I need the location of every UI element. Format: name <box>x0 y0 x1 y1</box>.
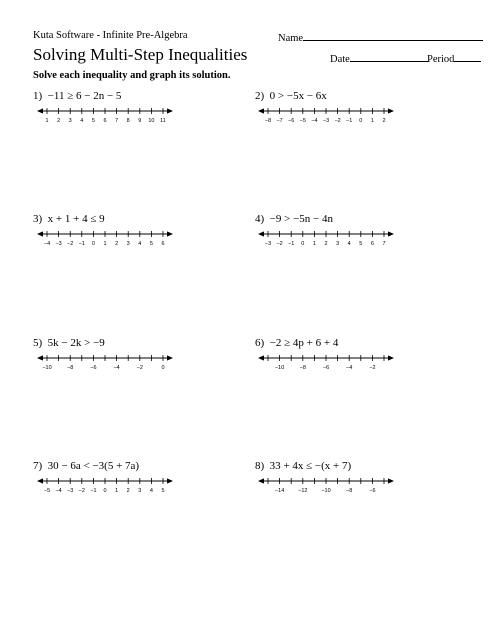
tick-label: −8 <box>299 365 306 371</box>
tick-label: 4 <box>149 488 153 494</box>
tick-label: 0 <box>91 241 95 247</box>
problem-1 <box>33 90 121 102</box>
tick-label: 3 <box>336 241 340 247</box>
problem-2 <box>255 90 327 102</box>
tick-label: 2 <box>57 118 61 124</box>
tick-label: −1 <box>346 118 353 124</box>
tick-label: −4 <box>346 365 353 371</box>
tick-label: −1 <box>78 241 85 247</box>
problem-number: 1) <box>33 90 43 102</box>
tick-label: −6 <box>322 365 330 371</box>
tick-label: 9 <box>138 118 142 124</box>
tick-label: 2 <box>115 241 119 247</box>
tick-label: 5 <box>91 118 95 124</box>
tick-label: 11 <box>160 118 166 124</box>
tick-label: 0 <box>301 241 305 247</box>
left-arrow-icon <box>37 108 43 113</box>
tick-label: 3 <box>138 488 142 494</box>
tick-label: 0 <box>103 488 107 494</box>
tick-label: 6 <box>161 241 165 247</box>
left-arrow-icon <box>258 478 264 483</box>
left-arrow-icon <box>37 355 43 360</box>
tick-label: −5 <box>43 488 51 494</box>
left-arrow-icon <box>258 108 264 113</box>
tick-label: −4 <box>43 241 51 247</box>
tick-label: −8 <box>67 365 74 371</box>
tick-label: −2 <box>369 365 376 371</box>
tick-label: 1 <box>370 118 374 124</box>
tick-label: −6 <box>369 488 376 494</box>
problem-expression: 0 > −5x − 6x <box>269 90 327 102</box>
problem-expression: 5k − 2k > −9 <box>47 337 105 349</box>
problem-number: 2) <box>255 90 265 102</box>
tick-label: 3 <box>68 118 72 124</box>
number-line <box>256 229 396 247</box>
name-label: Name <box>278 33 304 44</box>
problem-4 <box>255 213 333 225</box>
left-arrow-icon <box>258 231 264 236</box>
date-field[interactable] <box>330 51 428 65</box>
tick-label: 2 <box>382 118 386 124</box>
tick-label: −14 <box>274 488 285 494</box>
tick-label: −10 <box>42 365 52 371</box>
period-field[interactable] <box>427 51 481 65</box>
problem-5 <box>33 337 105 349</box>
number-line <box>256 106 396 124</box>
tick-label: −2 <box>78 488 85 494</box>
tick-label: −8 <box>346 488 353 494</box>
left-arrow-icon <box>37 231 43 236</box>
name-line <box>303 30 483 41</box>
tick-label: 4 <box>80 118 84 124</box>
problem-expression: −2 ≥ 4p + 6 + 4 <box>269 337 339 349</box>
tick-label: 5 <box>149 241 153 247</box>
tick-label: −2 <box>136 365 143 371</box>
problem-number: 8) <box>255 460 265 472</box>
tick-label: −1 <box>288 241 295 247</box>
number-line <box>35 476 175 494</box>
problem-8 <box>255 460 351 472</box>
problem-number: 6) <box>255 337 265 349</box>
right-arrow-icon <box>167 478 173 483</box>
tick-label: −7 <box>276 118 283 124</box>
left-arrow-icon <box>258 355 264 360</box>
problem-3 <box>33 213 105 225</box>
tick-label: −10 <box>321 488 331 494</box>
tick-label: 1 <box>103 241 107 247</box>
tick-label: −5 <box>299 118 306 124</box>
tick-label: −2 <box>334 118 341 124</box>
tick-label: −3 <box>264 241 272 247</box>
tick-label: 6 <box>103 118 107 124</box>
tick-label: 1 <box>115 488 119 494</box>
tick-label: 10 <box>148 118 155 124</box>
right-arrow-icon <box>388 355 394 360</box>
tick-label: −2 <box>276 241 283 247</box>
tick-label: −6 <box>90 365 97 371</box>
problem-number: 5) <box>33 337 43 349</box>
problem-expression: −9 > −5n − 4n <box>269 213 333 225</box>
right-arrow-icon <box>167 355 173 360</box>
right-arrow-icon <box>388 231 394 236</box>
tick-label: 0 <box>359 118 363 124</box>
number-line <box>35 106 175 124</box>
number-line <box>35 353 175 371</box>
tick-label: 2 <box>126 488 130 494</box>
tick-label: 7 <box>382 241 386 247</box>
problem-6 <box>255 337 338 349</box>
page-title: Solving Multi-Step Inequalities <box>33 45 248 64</box>
right-arrow-icon <box>167 231 173 236</box>
problem-number: 3) <box>33 213 43 225</box>
tick-label: −3 <box>55 241 62 247</box>
right-arrow-icon <box>167 108 173 113</box>
tick-label: −1 <box>90 488 97 494</box>
tick-label: −2 <box>67 241 74 247</box>
tick-label: 7 <box>115 118 119 124</box>
tick-label: −6 <box>288 118 295 124</box>
name-field[interactable] <box>278 30 483 44</box>
tick-label: −3 <box>67 488 74 494</box>
tick-label: 2 <box>324 241 328 247</box>
problem-number: 7) <box>33 460 43 472</box>
problem-expression: x + 1 + 4 ≤ 9 <box>47 213 105 225</box>
tick-label: −4 <box>55 488 62 494</box>
problem-number: 4) <box>255 213 265 225</box>
tick-label: 3 <box>126 241 130 247</box>
tick-label: 1 <box>45 118 49 124</box>
problem-expression: 30 − 6a < −3(5 + 7a) <box>47 460 140 472</box>
tick-label: 5 <box>359 241 363 247</box>
period-label: Period <box>427 54 455 65</box>
tick-label: −8 <box>264 118 272 124</box>
period-line <box>454 51 481 62</box>
tick-label: 5 <box>161 488 165 494</box>
number-line <box>256 353 396 371</box>
tick-label: −4 <box>113 365 120 371</box>
date-label: Date <box>330 54 350 65</box>
tick-label: −12 <box>298 488 308 494</box>
tick-label: −4 <box>311 118 318 124</box>
number-line <box>35 229 175 247</box>
problem-expression: −11 ≥ 6 − 2n − 5 <box>47 90 122 102</box>
tick-label: 4 <box>138 241 142 247</box>
tick-label: 0 <box>161 365 165 371</box>
date-line <box>350 51 428 62</box>
tick-label: −10 <box>274 365 285 371</box>
problem-7 <box>33 460 139 472</box>
right-arrow-icon <box>388 108 394 113</box>
left-arrow-icon <box>37 478 43 483</box>
problem-expression: 33 + 4x ≤ −(x + 7) <box>269 460 352 472</box>
number-line <box>256 476 396 494</box>
tick-label: 6 <box>370 241 374 247</box>
software-name: Kuta Software - Infinite Pre-Algebra <box>33 30 188 41</box>
instructions: Solve each inequality and graph its solution. <box>33 70 231 81</box>
tick-label: 1 <box>312 241 316 247</box>
right-arrow-icon <box>388 478 394 483</box>
tick-label: 8 <box>126 118 130 124</box>
tick-label: −3 <box>322 118 330 124</box>
tick-label: 4 <box>347 241 351 247</box>
